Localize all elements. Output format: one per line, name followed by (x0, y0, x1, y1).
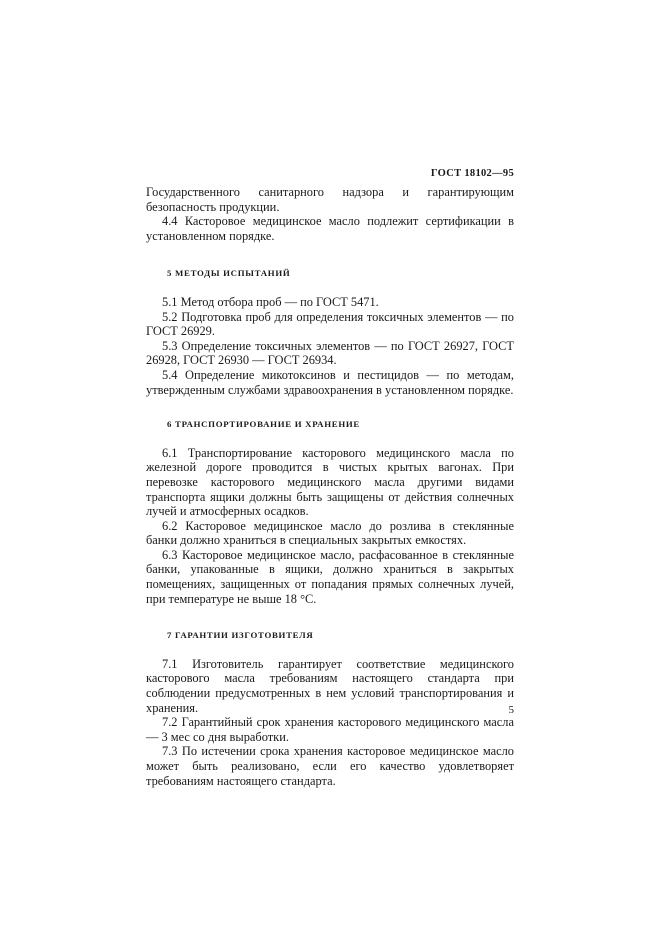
paragraph-5-4: 5.4 Определение микотоксинов и пестицидов — по методам, утвержденным службами здравоохранения в установленном порядке. (146, 367, 514, 397)
section-7-heading: 7 ГАРАНТИИ ИЗГОТОВИТЕЛЯ (167, 630, 314, 641)
paragraph-6-3: 6.3 Касторовое медицинское масло, расфасованное в стеклянные банки, упакованные в ящики, должно храниться в закрытых помещениях, защищенных от попадания прямых солнечных лучей, при температуре не выше 18 °С. (146, 547, 514, 606)
paragraph-continuation: Государственного санитарного надзора и гарантирующим безопасность продукции. (146, 185, 514, 214)
document-body (146, 185, 514, 788)
paragraph-5-2: 5.2 Подготовка проб для определения токсичных элементов — по ГОСТ 26929. (146, 309, 514, 339)
paragraph-7-3: 7.3 По истечении срока хранения касторовое медицинское масло может быть реализовано, если его качество удовлетворяет требованиям настоящего стандарта. (146, 744, 514, 788)
page-number: 5 (508, 704, 514, 716)
paragraph-7-2: 7.2 Гарантийный срок хранения касторового медицинского масла — 3 мес со дня выработки. (146, 715, 514, 744)
document-code-header: ГОСТ 18102—95 (430, 168, 514, 179)
paragraph-6-1: 6.1 Транспортирование касторового медицинского масла по железной дороге проводится в чистых крытых вагонах. При перевозке касторового медицинского масла другими видами транспорта ящики должны быть защищены от действия солнечных лучей и атмосферных осадков. (146, 445, 514, 519)
paragraph-4-4: 4.4 Касторовое медицинское масло подлежит сертификации в установленном порядке. (146, 214, 514, 243)
section-6-heading: 6 ТРАНСПОРТИРОВАНИЕ И ХРАНЕНИЕ (167, 419, 360, 430)
paragraph-7-1: 7.1 Изготовитель гарантирует соответствие медицинского касторового масла требованиям настоящего стандарта при соблюдении предусмотренных в нем условий транспортирования и хранения. (146, 656, 514, 715)
paragraph-6-2: 6.2 Касторовое медицинское масло до розлива в стеклянные банки должно храниться в специальных закрытых емкостях. (146, 518, 514, 548)
section-5-heading: 5 МЕТОДЫ ИСПЫТАНИЙ (167, 268, 291, 279)
paragraph-5-1: 5.1 Метод отбора проб — по ГОСТ 5471. (162, 294, 379, 309)
paragraph-5-3: 5.3 Определение токсичных элементов — по ГОСТ 26927, ГОСТ 26928, ГОСТ 26930 — ГОСТ 26934. (146, 338, 514, 368)
